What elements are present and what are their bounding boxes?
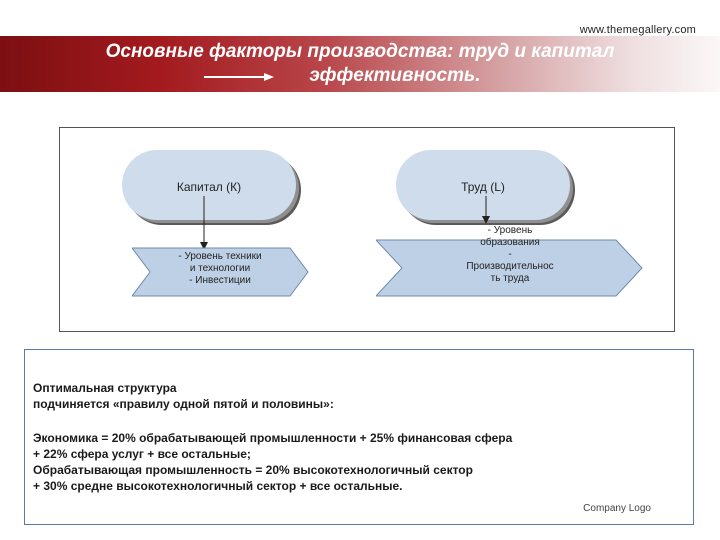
capital-factors-text <box>138 251 302 287</box>
labor-factors-text <box>436 225 584 285</box>
right-arrow-icon <box>204 72 276 82</box>
para2-line3: Обрабатывающая промышленность = 20% высокотехнологичный сектор <box>33 463 473 477</box>
company-logo: Company Logo <box>583 503 651 514</box>
labor-factor-5: ть труда <box>490 273 530 284</box>
para2-line2: + 22% сфера услуг + все остальные; <box>33 447 251 461</box>
labor-factor-1: - Уровень <box>487 225 533 236</box>
capital-factor-3: - Инвестиции <box>189 275 251 286</box>
labor-label: Труд (L) <box>461 180 505 194</box>
title-line-1: Основные факторы производства: труд и капитал <box>105 41 615 62</box>
structure-textbox <box>24 349 694 525</box>
para2-line1: Экономика = 20% обрабатывающей промышленности + 25% финансовая сфера <box>33 431 513 445</box>
structure-paragraph <box>33 380 334 412</box>
capital-factor-2: и технологии <box>189 263 251 274</box>
labor-factor-3: - <box>508 249 512 260</box>
website-url: www.themegallery.com <box>579 24 696 36</box>
capital-factor-1: - Уровень техники <box>178 251 262 262</box>
title-line-2: эффективность. <box>309 65 481 86</box>
para1-line2: подчиняется «правилу одной пятой и половины»: <box>33 397 334 411</box>
page-title <box>0 40 720 88</box>
labor-factor-4: Производительнос <box>466 261 554 272</box>
labor-factor-2: образования <box>480 237 540 248</box>
labor-arrow-icon <box>480 196 492 226</box>
formula-paragraph <box>33 430 512 494</box>
factors-diagram <box>59 127 675 332</box>
para2-line4: + 30% средне высокотехнологичный сектор + все остальные. <box>33 479 403 493</box>
para1-line1: Оптимальная структура <box>33 381 177 395</box>
capital-label: Капитал (К) <box>176 180 242 194</box>
